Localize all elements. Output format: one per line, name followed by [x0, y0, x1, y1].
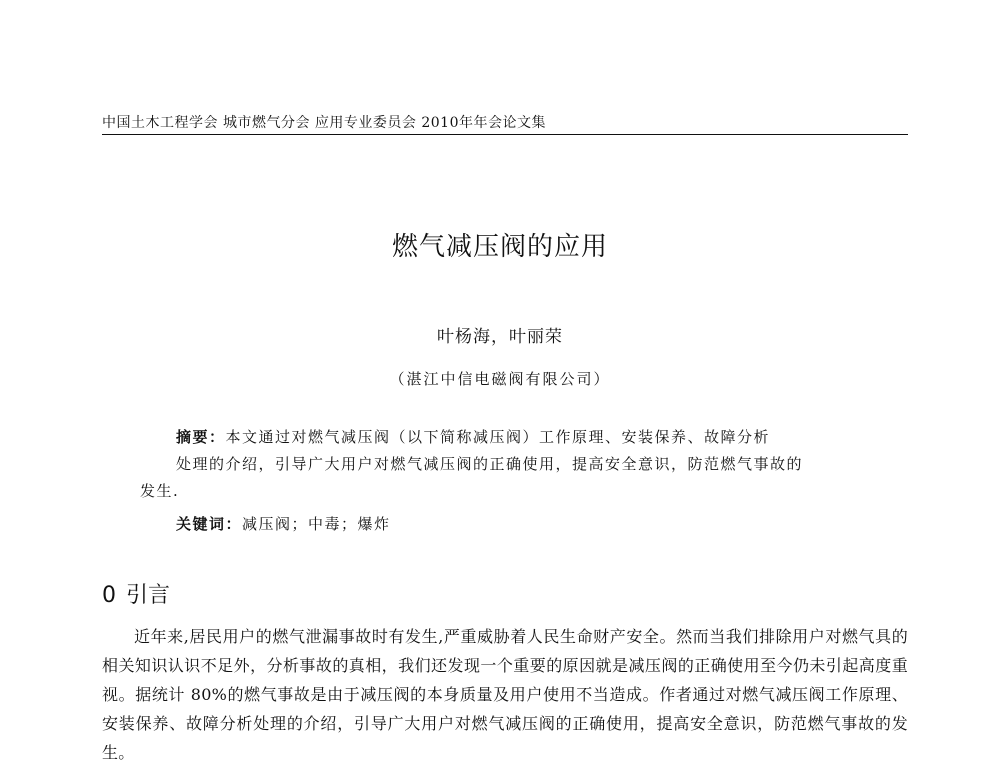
section-title: 引言	[126, 583, 171, 608]
abstract-label: 摘要：	[176, 428, 226, 446]
running-header: 中国土木工程学会 城市燃气分会 应用专业委员会 2010年年会论文集	[102, 115, 546, 131]
paper-authors: 叶杨海，叶丽荣	[437, 327, 563, 347]
abstract-line-3: 发生.	[140, 482, 180, 500]
keywords-label: 关键词：	[176, 515, 243, 533]
abstract-line-1	[140, 424, 870, 451]
intro-paragraph: 近年来,居民用户的燃气泄漏事故时有发生,严重威胁着人民生命财产安全。然而当我们排除用户对燃气具的相关知识认识不足外，分析事故的真相，我们还发现一个重要的原因就是减压阀的正确使用至今仍未引起高度重视。据统计 80%的燃气事故是由于减压阀的本身质量及用户使用不当造成。作者通过对燃气减压阀工作原理、安装保养、故障分析处理的介绍，引导广大用户对燃气减压阀的正确使用，提高安全意识，防范燃气事故的发生。	[102, 627, 908, 762]
paper-title: 燃气减压阀的应用	[391, 232, 608, 262]
keywords	[176, 513, 391, 534]
abstract-line-2: 处理的介绍，引导广大用户对燃气减压阀的正确使用，提高安全意识，防范燃气事故的	[176, 455, 804, 473]
section-heading	[102, 578, 170, 609]
keywords-text: 减压阀；中毒；爆炸	[242, 515, 391, 533]
abstract	[140, 424, 870, 505]
paper-affiliation: （湛江中信电磁阀有限公司）	[389, 370, 611, 388]
header-rule	[102, 134, 908, 135]
body-text	[102, 622, 908, 767]
section-number: 0	[102, 583, 116, 608]
abstract-text-1: 本文通过对燃气减压阀（以下简称减压阀）工作原理、安装保养、故障分析	[225, 428, 771, 446]
